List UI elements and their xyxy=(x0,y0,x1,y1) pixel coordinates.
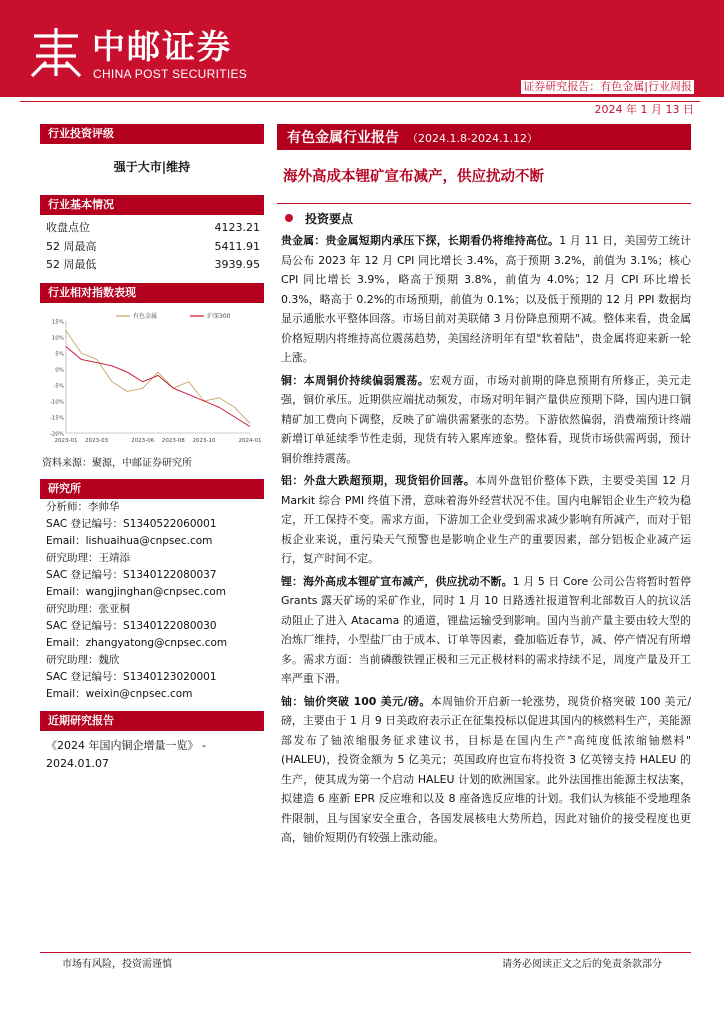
chart-source: 资料来源：聚源，中邮证券研究所 xyxy=(42,457,192,469)
recent-report-link[interactable] xyxy=(40,737,264,773)
paragraph-lithium xyxy=(277,572,691,689)
report-headline: 海外高成本锂矿宣布减产，供应扰动不断 xyxy=(283,169,544,185)
analyst-line: SAC 登记编号：S1340123020001 xyxy=(46,670,217,683)
stat-label: 收盘点位 xyxy=(46,221,90,234)
report-title-bar xyxy=(277,124,691,150)
analyst-line: 研究助理：王靖添 xyxy=(46,551,130,564)
y-tick-label: 10% xyxy=(51,335,64,341)
y-tick-label: 15% xyxy=(51,319,64,325)
analyst-line: 研究助理：张亚桐 xyxy=(46,602,130,615)
report-title: 有色金属行业报告 xyxy=(287,130,399,146)
analyst-email[interactable]: Email：wangjinghan@cnpsec.com xyxy=(46,585,226,598)
stat-label: 52 周最低 xyxy=(46,258,97,271)
analyst-line: SAC 登记编号：S1340122080030 xyxy=(46,619,217,632)
stat-value: 4123.21 xyxy=(214,221,260,234)
report-date: 2024 年 1 月 13 日 xyxy=(594,103,694,116)
headline-divider xyxy=(277,203,691,204)
paragraph-precious-metals xyxy=(277,231,691,368)
y-tick-label: -5% xyxy=(53,383,64,389)
report-period: （2024.1.8-2024.1.12） xyxy=(407,132,538,145)
analyst-line: SAC 登记编号：S1340522060001 xyxy=(46,517,217,530)
analyst-email[interactable]: Email：weixin@cnpsec.com xyxy=(46,687,193,700)
series-line-csi300 xyxy=(66,346,250,426)
report-header xyxy=(0,0,724,97)
legend-label: 有色金属 xyxy=(133,312,158,320)
analyst-line: 分析师：李帅华 xyxy=(46,500,120,513)
x-tick-label: 2023-03 xyxy=(85,437,109,444)
report-type: 证券研究报告：有色金属|行业周报 xyxy=(523,80,692,93)
x-tick-label: 2023-01 xyxy=(54,437,78,444)
para-body: 宏观方面，市场对前期的降息预期有所修正，美元走强，铜价承压。近期供应端扰动频发，市场对明年铜产量供应预期下降，国内进口铜精矿加工费向下调整，反映了矿端供需紧张的态势。下游依然偏弱，消费端预计终端新增订单延续季节性走弱，现货有转入累库迹象。整体看，现货市场供需两弱，预计铜价维持震荡。 xyxy=(281,373,691,465)
para-lead: 铜：本周铜价持续偏弱震荡。 xyxy=(281,373,430,387)
para-body: 1 月 5 日 Core 公司公告将暂时暂停 Grants 露天矿场的采矿作业，同时 1 月 10 日路透社报道智利北部数百人的抗议活动阻止了进入 Atacama 的通道，锂盐运输受到影响。国内当前产量主要由较大型的冶炼厂维持，小型盐厂由于成本、订单等因素，叠加临近春节，减、停产情况有所增多。需求方面：当前磷酸铁锂正极和三元正极材料的需求持续不足，周度产量及开工率严重下滑。 xyxy=(281,574,691,685)
research-heading: 研究所 xyxy=(40,479,264,499)
recent-reports-heading: 近期研究报告 xyxy=(40,711,264,731)
bullet-icon xyxy=(285,214,293,222)
rating-heading: 行业投资评级 xyxy=(40,124,264,144)
footer-disclaimer-note: 请务必阅读正文之后的免责条款部分 xyxy=(502,959,662,970)
analyst-line: SAC 登记编号：S1340122080037 xyxy=(46,568,217,581)
legend-label: 沪深300 xyxy=(207,312,231,320)
y-tick-label: -10% xyxy=(49,399,64,405)
paragraph-copper xyxy=(277,371,691,469)
para-lead: 铝：外盘大跌超预期，现货铝价回落。 xyxy=(281,474,476,487)
line-chart xyxy=(40,305,264,455)
x-tick-label: 2024-01 xyxy=(238,437,262,444)
stat-row xyxy=(40,219,264,238)
basic-info-stats xyxy=(40,219,264,275)
analyst-line: 研究助理：魏欣 xyxy=(46,653,120,666)
header-divider xyxy=(20,101,700,102)
paragraph-uranium xyxy=(277,692,691,848)
recent-report-title: 《2024 年国内铜企增量一览》 - xyxy=(46,738,206,752)
analyst-email[interactable]: Email：zhangyatong@cnpsec.com xyxy=(46,636,228,649)
footer-risk-note: 市场有风险，投资需谨慎 xyxy=(62,959,172,970)
brand-name-cn: 中邮证券 xyxy=(92,27,232,66)
y-tick-label: 5% xyxy=(55,351,64,357)
x-tick-label: 2023-10 xyxy=(192,437,216,444)
para-lead: 锂：海外高成本锂矿宣布减产，供应扰动不断。 xyxy=(281,574,513,588)
stat-row xyxy=(40,238,264,257)
stat-row xyxy=(40,256,264,275)
relative-index-heading: 行业相对指数表现 xyxy=(40,283,264,303)
y-tick-label: -20% xyxy=(49,431,64,437)
para-body: 1 月 11 日，美国劳工统计局公布 2023 年 12 月 CPI 同比增长 3.4%，高于预期 3.2%，前值为 3.1%；核心 CPI 同比增长 3.9%，略高于预期 3.8%，前值为 4.0%；12 月 CPI 环比增长 0.3%，略高于 0.2%的市场预期，前值为 0.1%；以及低于预期的 12 月 PPI 数据均显示通胀水平整体回落。市场目前对美联储 3 月份降息预期不减。整体来看，贵金属价格短期内将维持高位震荡趋势，美国经济明年有望"软着陆"，贵金属将迎来新一轮上涨。 xyxy=(281,234,691,364)
basic-info-heading: 行业基本情况 xyxy=(40,195,264,215)
rating-value: 强于大市|维持 xyxy=(113,160,191,174)
x-tick-label: 2023-06 xyxy=(131,437,155,444)
analyst-email[interactable]: Email：lishuaihua@cnpsec.com xyxy=(46,534,213,547)
stat-label: 52 周最高 xyxy=(46,239,97,253)
footer-divider xyxy=(40,952,691,953)
paragraph-aluminum xyxy=(277,471,691,569)
relative-index-chart xyxy=(40,305,264,455)
y-tick-label: 0% xyxy=(55,367,64,373)
main-content xyxy=(277,124,691,848)
recent-report-date: 2024.01.07 xyxy=(46,756,109,770)
y-tick-label: -15% xyxy=(49,415,64,421)
para-body: 本周外盘铝价整体下跌，主要受美国 12 月 Markit 综合 PMI 终值下滑，意味着海外经营状况不佳。国内电解铝企业生产较为稳定，开工保持不变。需求方面，下游加工企业受到需求减少影响有所减产，而对于铝板企业来说，重污染天气预警也是影响企业生产的重要因素，部分铝板企业减产运行，复产时间不定。 xyxy=(281,474,691,565)
china-post-logo-icon xyxy=(26,22,86,82)
section-heading: 投资要点 xyxy=(277,210,691,228)
left-sidebar xyxy=(40,124,264,773)
stat-value: 3939.95 xyxy=(214,258,260,271)
para-body: 本周铀价开启新一轮涨势，现货价格突破 100 美元/磅，主要由于 1 月 9 日美政府表示正在征集投标以促进其国内的核燃料生产，美能源部发布了铀浓缩服务征求建议书，目标是在国内生产"高纯度低浓缩铀燃料"(HALEU)，投资金额为 5 亿美元；英国政府也宣布将投资 3 亿英镑支持 HALEU 的生产，使其成为第一个启动 HALEU 计划的欧洲国家。此外法国推出能源主权法案，拟建造 6 座新 EPR 反应堆和以及 8 座备选反应堆的计划。我们认为核能不受地理条件限制，且与国家安全重合，各国发展核电大势所趋，因此对铀价的接受程度也更高，铀价短期仍有较强上涨动能。 xyxy=(281,694,692,844)
para-lead: 贵金属：贵金属短期内承压下探，长期看仍将维持高位。 xyxy=(281,234,560,247)
x-tick-label: 2023-08 xyxy=(161,437,185,444)
brand-name-en: CHINA POST SECURITIES xyxy=(93,67,248,81)
para-lead: 铀：铀价突破 100 美元/磅。 xyxy=(281,694,431,708)
stat-value: 5411.91 xyxy=(214,239,260,253)
